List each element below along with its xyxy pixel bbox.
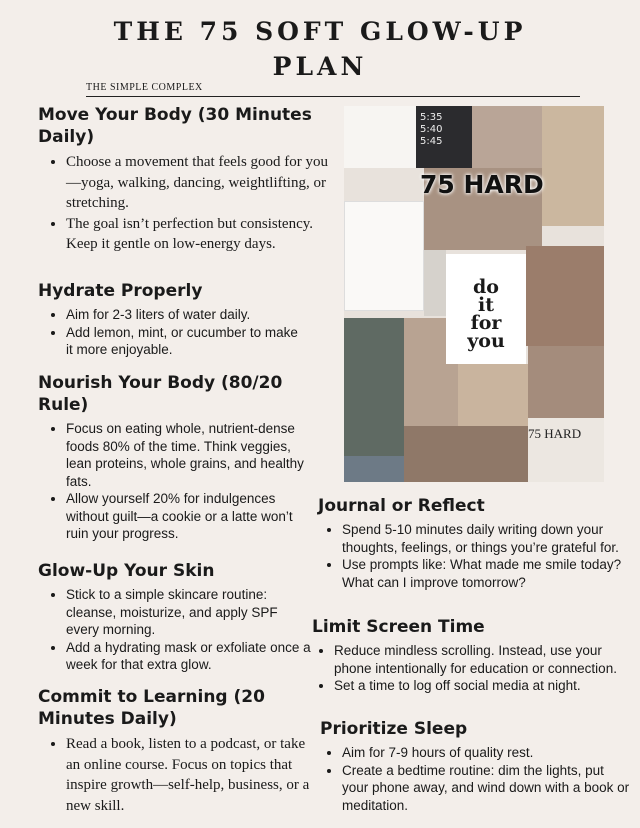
list-item: • Add lemon, mint, or cucumber to make it more enjoyable. <box>66 324 300 359</box>
meal-prep-photo <box>542 106 604 226</box>
list-item: • Allow yourself 20% for indulgences without guilt—a cookie or a latte won’t ruin your progress. <box>66 490 314 543</box>
section-move <box>38 104 338 255</box>
coffee-photo <box>458 364 528 426</box>
list-item: • Reduce mindless scrolling. Instead, use your phone intentionally for education or connection. <box>334 642 624 677</box>
section-journal-heading: Journal or Reflect <box>318 496 485 516</box>
list-item: • Choose a movement that feels good for you—yoga, walking, dancing, weightlifting, or stretching. <box>66 152 338 214</box>
list-item: • Focus on eating whole, nutrient-dense foods 80% of the time. Think veggies, lean proteins, whole grains, and healthy fats. <box>66 420 314 490</box>
phone-notes-photo <box>344 106 416 168</box>
list-item: • The goal isn’t perfection but consistency. Keep it gentle on low-energy days. <box>66 214 338 255</box>
list-item: • Read a book, listen to a podcast, or take an online course. Focus on topics that inspire growth—self-help, business, or a new skill. <box>66 734 316 816</box>
alarm-time-3: 5:45 <box>420 136 443 147</box>
list-item: • Spend 5-10 minutes daily writing down your thoughts, feelings, or things you’re grateful for. <box>342 521 634 556</box>
section-learning-heading: Commit to Learning (20 Minutes Daily) <box>38 687 265 729</box>
section-sleep-heading: Prioritize Sleep <box>320 719 468 739</box>
brand-name: THE SIMPLE COMPLEX <box>86 82 203 93</box>
bikini-photo <box>528 346 604 418</box>
list-item: • Create a bedtime routine: dim the lights, put your phone away, and wind down with a book or meditation. <box>342 762 632 815</box>
fitness-selfie-photo <box>472 106 542 168</box>
list-item: • Aim for 2-3 liters of water daily. <box>66 306 300 324</box>
blue-shadow-photo <box>344 456 404 482</box>
section-nourish-heading: Nourish Your Body (80/20 Rule) <box>38 373 283 415</box>
list-item: • Stick to a simple skincare routine: cleanse, moisturize, and apply SPF every morning. <box>66 586 314 639</box>
water-bottle-photo <box>424 250 446 316</box>
75-hard-small-label: 75 HARD <box>528 426 582 441</box>
section-skin-heading: Glow-Up Your Skin <box>38 561 215 581</box>
list-item: • Use prompts like: What made me smile today? What can I improve tomorrow? <box>342 556 634 591</box>
page-title <box>0 14 640 84</box>
title-line-2: PLAN <box>272 52 368 81</box>
list-item: • Add a hydrating mask or exfoliate once a week for that extra glow. <box>66 639 314 674</box>
do-it-for-you-card: do it for you <box>446 254 526 364</box>
section-hydrate <box>38 280 300 359</box>
header-rule <box>86 96 580 97</box>
section-hydrate-heading: Hydrate Properly <box>38 281 203 301</box>
section-move-heading: Move Your Body (30 Minutes Daily) <box>38 105 312 147</box>
social-post-screenshot <box>344 201 424 311</box>
alarm-time-1: 5:35 <box>420 112 443 123</box>
section-skin <box>38 560 314 674</box>
title-line-1: THE 75 SOFT GLOW-UP <box>113 17 527 46</box>
section-learning <box>38 686 316 816</box>
section-nourish <box>38 372 314 543</box>
75-hard-label: 75 HARD <box>420 170 544 199</box>
section-journal <box>318 495 634 591</box>
mood-board-collage <box>344 106 604 482</box>
alarm-time-2: 5:40 <box>420 124 443 135</box>
list-item: • Set a time to log off social media at night. <box>334 677 624 695</box>
list-item: • Aim for 7-9 hours of quality rest. <box>342 744 632 762</box>
water-jug-photo <box>344 318 404 456</box>
section-screen <box>312 616 624 695</box>
section-sleep <box>320 718 632 814</box>
workout-photo <box>526 246 604 346</box>
section-screen-heading: Limit Screen Time <box>312 617 485 637</box>
phone-alarm-photo <box>416 106 472 168</box>
portrait-photo <box>404 426 528 482</box>
